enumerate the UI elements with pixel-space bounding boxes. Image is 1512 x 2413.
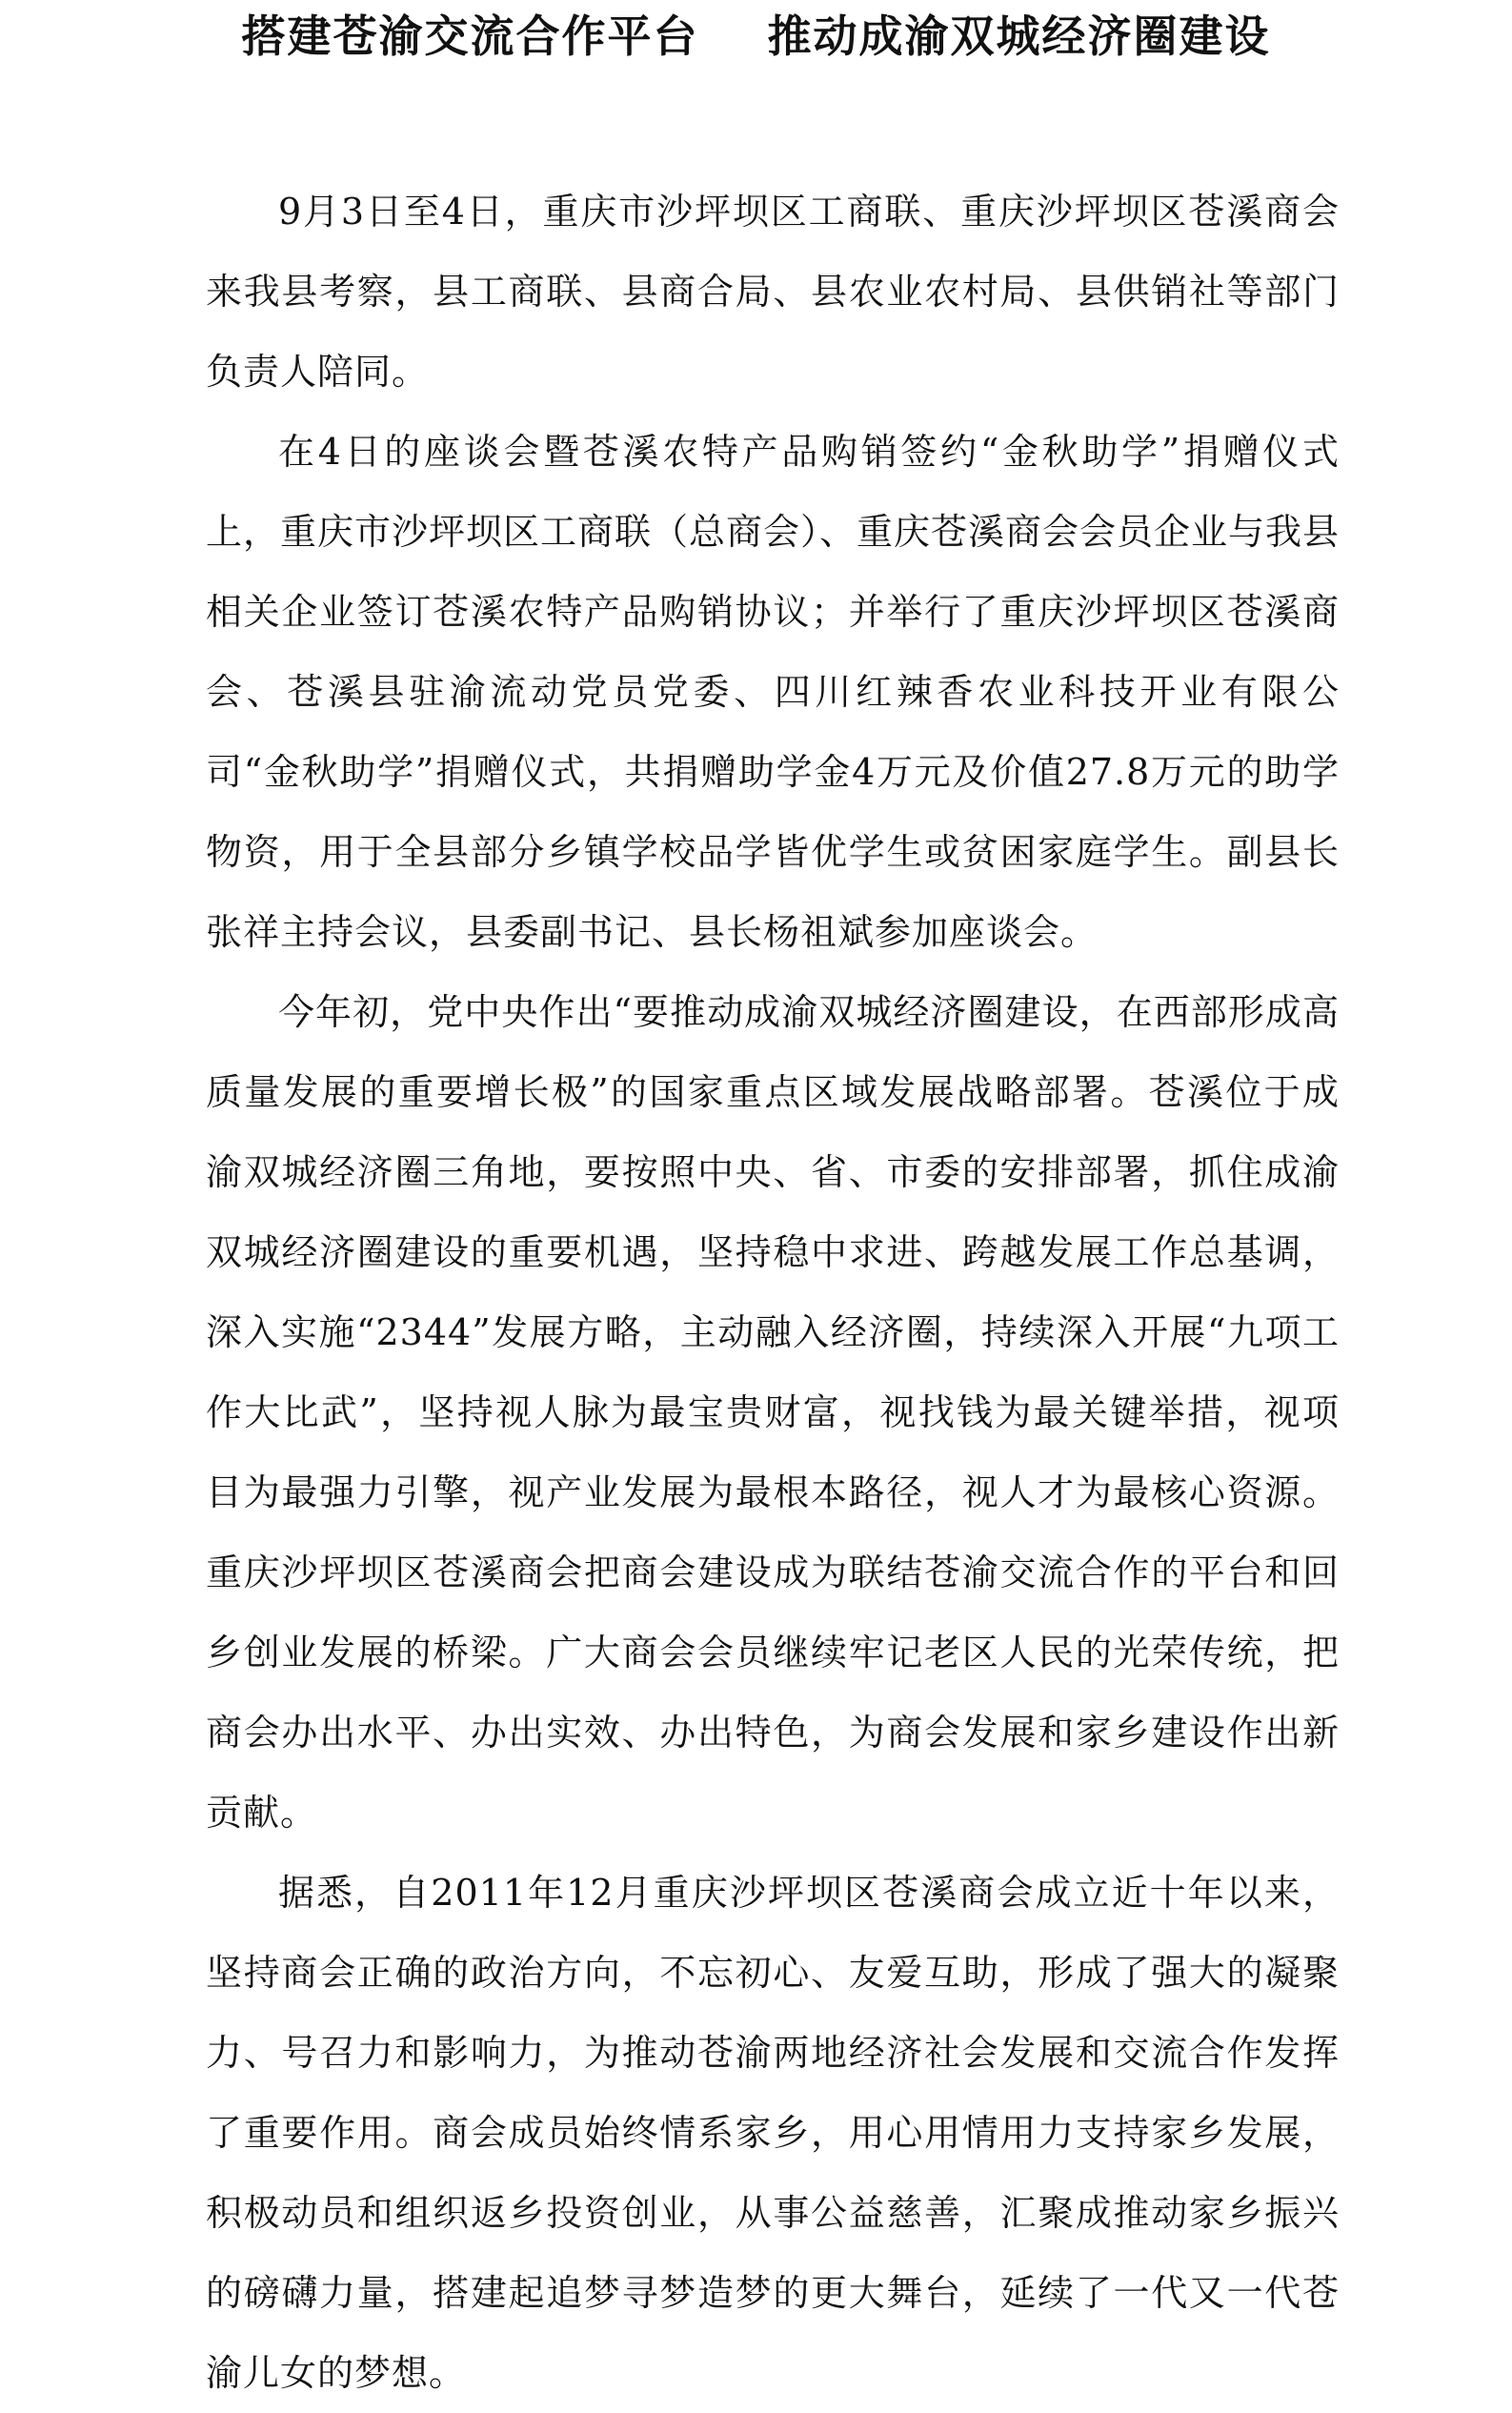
- paragraph-1: 9月3日至4日，重庆市沙坪坝区工商联、重庆沙坪坝区苍溪商会来我县考察，县工商联、县商合局、县农业农村局、县供销社等部门负责人陪同。: [206, 191, 1340, 393]
- paragraph-4: 据悉，自2011年12月重庆沙坪坝区苍溪商会成立近十年以来，坚持商会正确的政治方向，不忘初心、友爱互助，形成了强大的凝聚力、号召力和影响力，为推动苍渝两地经济社会发展和交流合作发挥了重要作用。商会成员始终情系家乡，用心用情用力支持家乡发展，积极动员和组织返乡投资创业，从事公益慈善，汇聚成推动家乡振兴的磅礴力量，搭建起追梦寻梦造梦的更大舞台，延续了一代又一代苍渝儿女的梦想。: [206, 1872, 1340, 2394]
- paragraph-2: 在4日的座谈会暨苍溪农特产品购销签约“金秋助学”捐赠仪式上，重庆市沙坪坝区工商联（总商会）、重庆苍溪商会会员企业与我县相关企业签订苍溪农特产品购销协议；并举行了重庆沙坪坝区苍溪商会、苍溪县驻渝流动党员党委、四川红辣香农业科技开业有限公司“金秋助学”捐赠仪式，共捐赠助学金4万元及价值27.8万元的助学物资，用于全县部分乡镇学校品学皆优学生或贫困家庭学生。副县长张祥主持会议，县委副书记、县长杨祖斌参加座谈会。: [206, 431, 1341, 953]
- paragraph-3: 今年初，党中央作出“要推动成渝双城经济圈建设，在西部形成高质量发展的重要增长极”的国家重点区域发展战略部署。苍溪位于成渝双城经济圈三角地，要按照中央、省、市委的安排部署，抓住成渝双城经济圈建设的重要机遇，坚持稳中求进、跨越发展工作总基调，深入实施“2344”发展方略，主动融入经济圈，持续深入开展“九项工作大比武”，坚持视人脉为最宝贵财富，视找钱为最关键举措，视项目为最强力引擎，视产业发展为最根本路径，视人才为最核心资源。重庆沙坪坝区苍溪商会把商会建设成为联结苍渝交流合作的平台和回乡创业发展的桥梁。广大商会会员继续牢记老区人民的光荣传统，把商会办出水平、办出实效、办出特色，为商会发展和家乡建设作出新贡献。: [206, 991, 1340, 1834]
- document-body: [206, 172, 1340, 2413]
- document-title: 搭建苍渝交流合作平台 推动成渝双城经济圈建设: [241, 10, 1271, 62]
